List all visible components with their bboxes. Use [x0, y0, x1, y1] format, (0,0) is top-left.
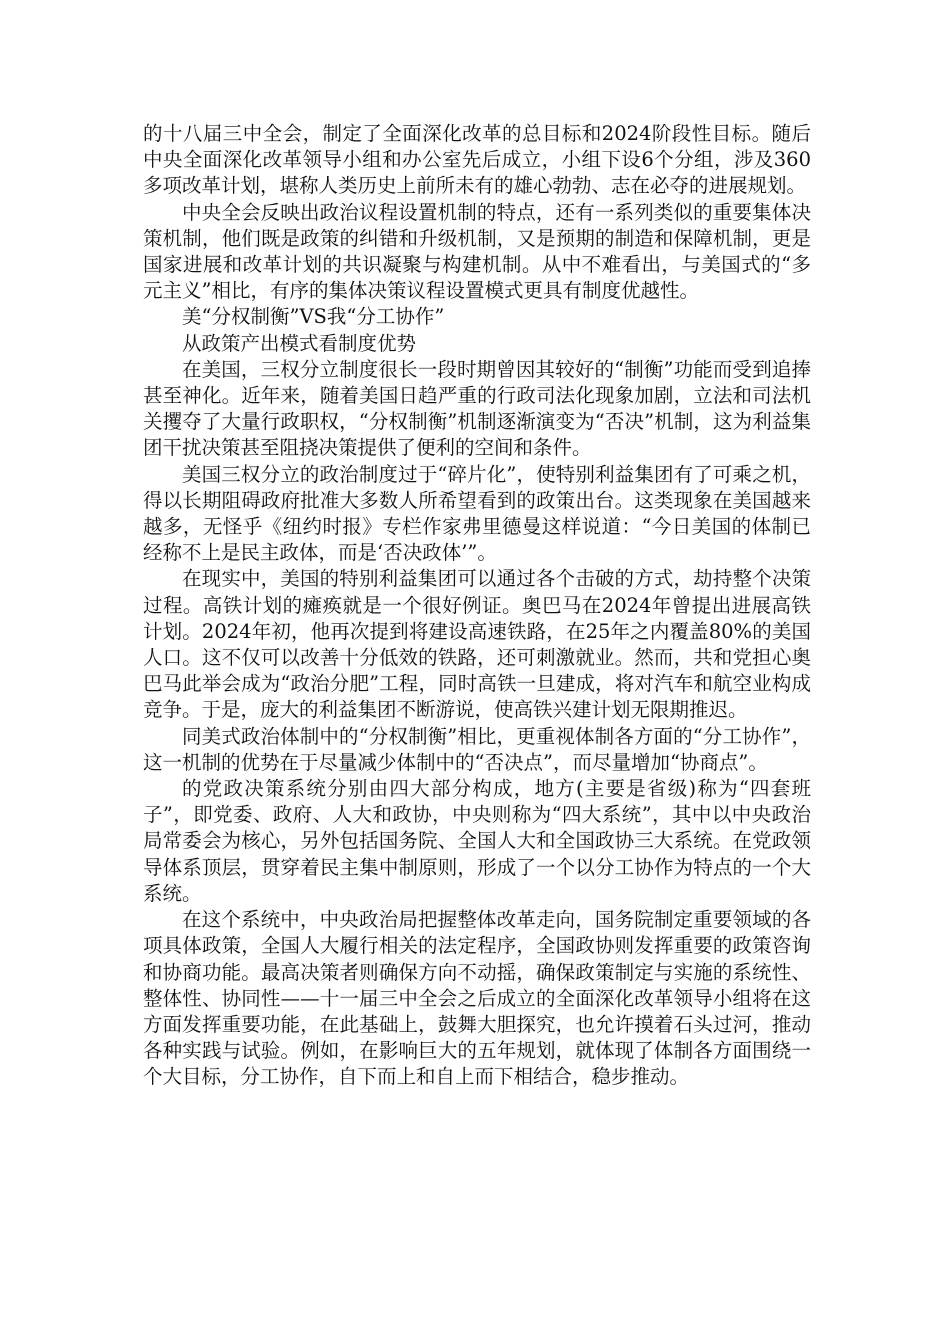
paragraph: 美国三权分立的政治制度过于“碎片化”，使特别利益集团有了可乘之机，得以长期阻碍政府批准大多数人所希望看到的政策出台。这类现象在美国越来越多，无怪乎《纽约时报》专栏作家弗里德曼这样说道：“今日美国的体制已经称不上是民主政体，而是‘否决政体’”。 — [143, 462, 811, 565]
paragraph: 的十八届三中全会，制定了全面深化改革的总目标和2024阶段性目标。随后中央全面深化改革领导小组和办公室先后成立，小组下设6个分组，涉及360多项改革计划，堪称人类历史上前所未有的雄心勃勃、志在必夺的进展规划。 — [143, 122, 811, 198]
document-body — [143, 121, 811, 1091]
paragraph: 的党政决策系统分别由四大部分构成，地方(主要是省级)称为“四套班子”，即党委、政府、人大和政协，中央则称为“四大系统”，其中以中央政治局常委会为核心，另外包括国务院、全国人大和全国政协三大系统。在党政领导体系顶层，贯穿着民主集中制原则，形成了一个以分工协作为特点的一个大系统。 — [143, 777, 811, 905]
paragraph: 中央全会反映出政治议程设置机制的特点，还有一系列类似的重要集体决策机制，他们既是政策的纠错和升级机制，又是预期的制造和保障机制，更是国家进展和改革计划的共识凝聚与构建机制。从中不难看出，与美国式的“多元主义”相比，有序的集体决策议程设置模式更具有制度优越性。 — [143, 200, 811, 303]
section-subheading: 从政策产出模式看制度优势 — [182, 331, 417, 355]
paragraph: 在这个系统中，中央政治局把握整体改革走向，国务院制定重要领域的各项具体政策，全国人大履行相关的法定程序，全国政协则发挥重要的政策咨询和协商功能。最高决策者则确保方向不动摇，确保政策制定与实施的系统性、整体性、协同性——十一届三中全会之后成立的全面深化改革领导小组将在这方面发挥重要功能，在此基础上，鼓舞大胆探究，也允许摸着石头过河，推动各种实践与试验。例如，在影响巨大的五年规划，就体现了体制各方面围绕一个大目标，分工协作，自下而上和自上而下相结合，稳步推动。 — [143, 908, 811, 1089]
section-heading: 美“分权制衡”VS我“分工协作” — [182, 305, 445, 329]
paragraph: 同美式政治体制中的“分权制衡”相比，更重视体制各方面的“分工协作”，这一机制的优势在于尽量减少体制中的“否决点”，而尽量增加“协商点”。 — [143, 724, 811, 774]
paragraph: 在现实中，美国的特别利益集团可以通过各个击破的方式，劫持整个决策过程。高铁计划的瘫痪就是一个很好例证。奥巴马在2024年曾提出进展高铁计划。2024年初，他再次提到将建设高速铁路，在25年之内覆盖80%的美国人口。这不仅可以改善十分低效的铁路，还可刺激就业。然而，共和党担心奥巴马此举会成为“政治分肥”工程，同时高铁一旦建成，将对汽车和航空业构成竞争。于是，庞大的利益集团不断游说，使高铁兴建计划无限期推迟。 — [143, 567, 811, 722]
paragraph: 在美国，三权分立制度很长一段时期曾因其较好的“制衡”功能而受到追捧甚至神化。近年来，随着美国日趋严重的行政司法化现象加剧，立法和司法机关攫夺了大量行政职权，“分权制衡”机制逐渐演变为“否决”机制，这为利益集团干扰决策甚至阻挠决策提供了便利的空间和条件。 — [143, 357, 811, 460]
